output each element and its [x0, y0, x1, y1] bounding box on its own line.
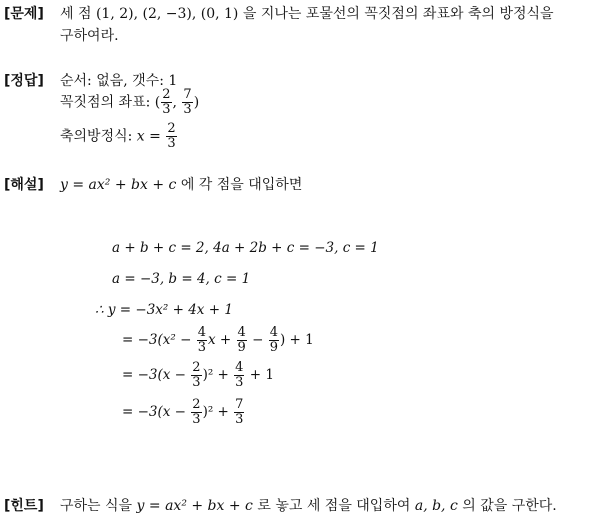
solution-tag: [해설] — [4, 177, 44, 193]
axis-label: 축의방정식: — [60, 128, 137, 145]
answer-axis: 축의방정식: x = $\frac{2}{3}$ — [60, 121, 176, 151]
completing-square-step-2: = −3(x − $\frac{2}{3}$ )² + $\frac{4}{3}$ + 1 — [122, 360, 274, 390]
vertex-label: 꼭짓점의 좌표: ( — [60, 94, 161, 111]
problem-line-2: 구하여라. — [60, 28, 119, 44]
quadratic-function: ∴ y = −3x² + 4x + 1 — [95, 302, 233, 318]
vertex-y-fraction: $\frac{7}{3}$ — [183, 87, 192, 117]
answer-tag: [정답] — [4, 73, 44, 89]
answer-order-count: 순서: 없음, 갯수: 1 — [60, 73, 178, 89]
answer-vertex: 꼭짓점의 좌표: ( $\frac{2}{3}$ , $\frac{7}{3}$ ) — [60, 87, 200, 117]
problem-tag: [문제] — [4, 6, 44, 22]
completing-square-step-1: = −3(x² − $\frac{4}{3}$ x + $\frac{4}{9}$ − $\frac{4}{9}$ ) + 1 — [122, 325, 314, 355]
coefficient-values: a = −3, b = 4, c = 1 — [112, 271, 251, 287]
solution-intro: y = ax² + bx + c 에 각 점을 대입하면 — [60, 177, 303, 193]
axis-fraction: $\frac{2}{3}$ — [167, 121, 176, 151]
problem-line-1: 세 점 (1, 2), (2, −3), (0, 1) 을 지나는 포물선의 꼭짓점의 좌표와 축의 방정식을 — [60, 6, 554, 22]
equation-system: a + b + c = 2, 4a + 2b + c = −3, c = 1 — [112, 240, 379, 256]
hint-text: 구하는 식을 y = ax² + bx + c 로 놓고 세 점을 대입하여 a, b, c 의 값을 구한다. — [60, 498, 557, 514]
completing-square-result: = −3(x − $\frac{2}{3}$ )² + $\frac{7}{3}$ — [122, 397, 244, 427]
hint-tag: [힌트] — [4, 498, 44, 514]
vertex-x-fraction: $\frac{2}{3}$ — [162, 87, 171, 117]
